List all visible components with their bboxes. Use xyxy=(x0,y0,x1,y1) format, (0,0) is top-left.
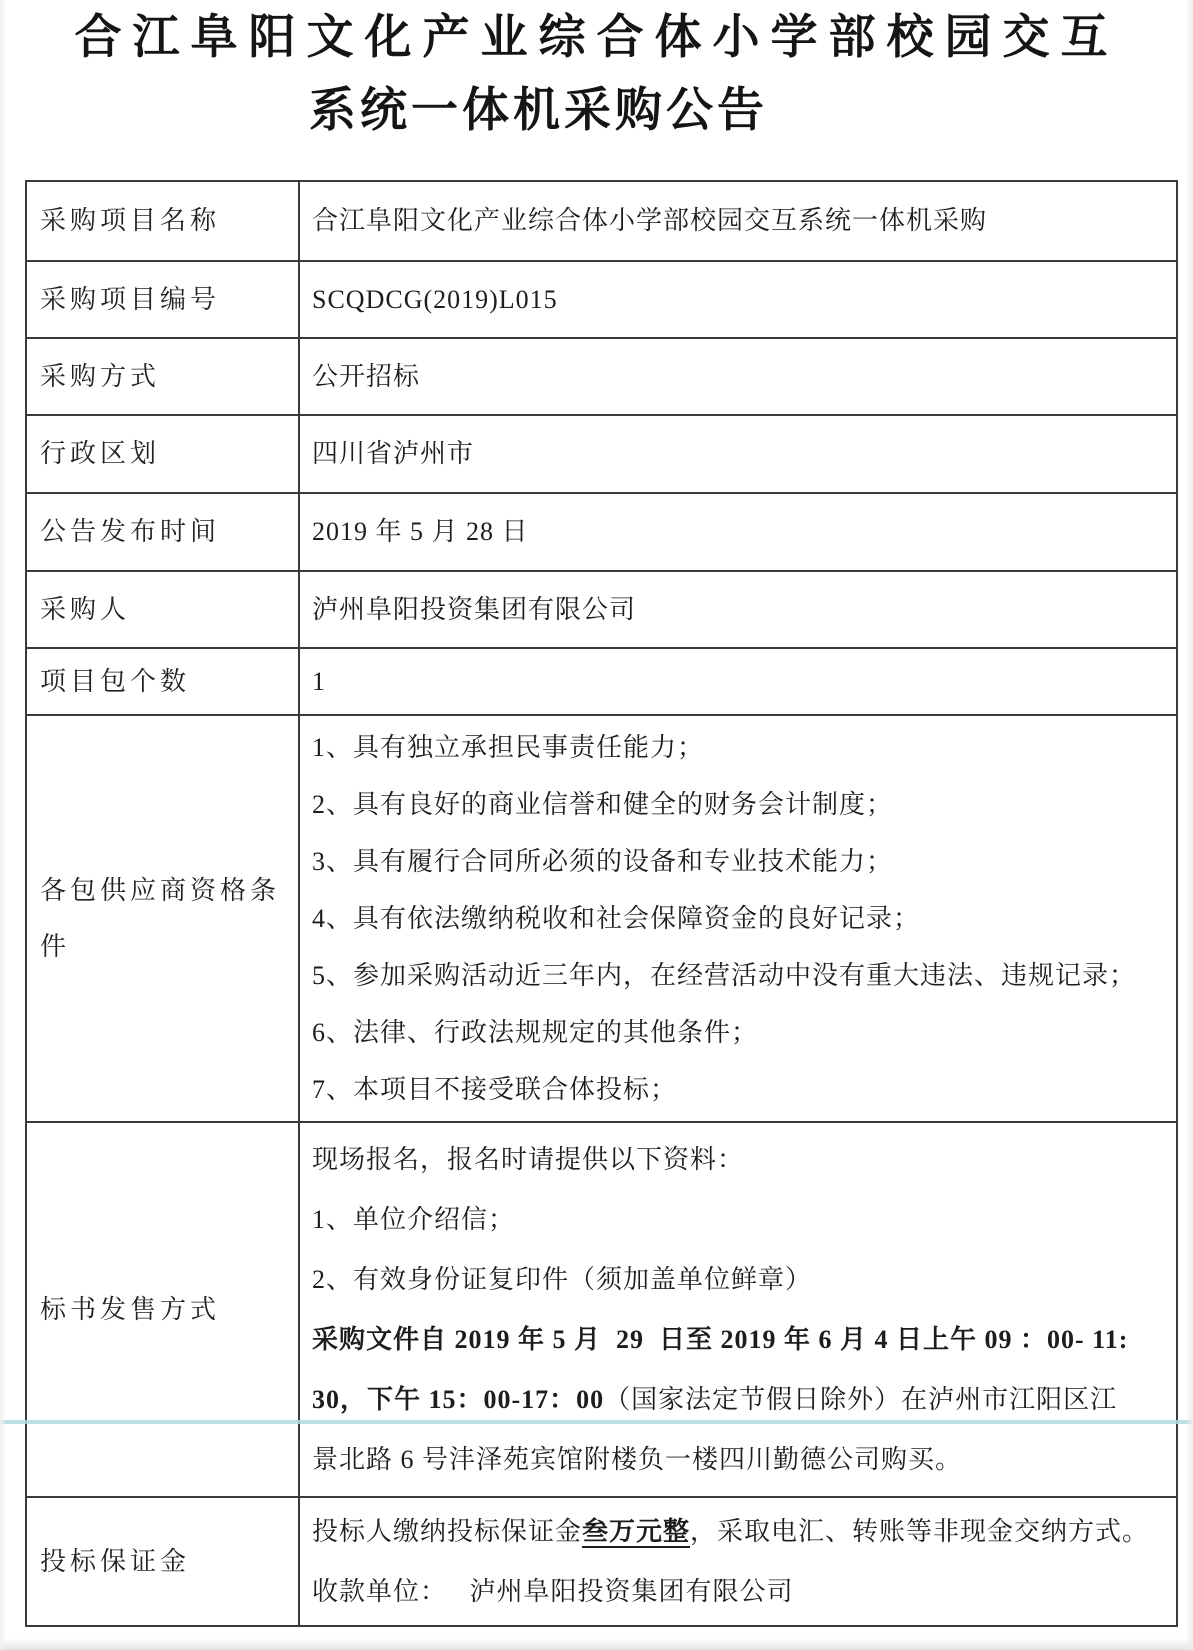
announcement-table xyxy=(25,180,1178,1627)
table-row xyxy=(27,414,1176,492)
text-line xyxy=(312,776,1162,833)
text-line xyxy=(312,1130,1162,1190)
row-value xyxy=(300,494,1176,570)
row-label: 标书发售方式 xyxy=(27,1123,300,1496)
text-segment: 泸州阜阳投资集团有限公司 xyxy=(312,594,637,624)
text-segment: SCQDCG(2019)L015 xyxy=(312,284,558,314)
text-line xyxy=(312,1310,1162,1370)
row-value xyxy=(300,649,1176,714)
document-title-line2: 系统一体机采购公告 xyxy=(309,85,768,137)
text-segment: ，采取电汇、转账等非现金交纳方式。 xyxy=(690,1516,1150,1546)
row-label: 行政区划 xyxy=(27,416,300,492)
document-title-line1: 合江阜阳文化产业综合体小学部校园交互 xyxy=(74,12,1119,64)
text-segment: 6、法律、行政法规规定的其他条件； xyxy=(312,1018,759,1047)
text-segment: 公开招标 xyxy=(312,361,421,391)
table-row xyxy=(27,1121,1176,1496)
table-row xyxy=(27,182,1176,260)
text-segment: 5、参加采购活动近三年内，在经营活动中没有重大违法、违规记录； xyxy=(312,961,1137,990)
text-segment: 7、本项目不接受联合体投标； xyxy=(312,1075,678,1104)
row-label: 公告发布时间 xyxy=(27,494,300,570)
text-segment: （国家法定节假日除外）在泸州市江阳区江 xyxy=(604,1384,1118,1414)
scan-right-edge xyxy=(1185,0,1193,1650)
row-label: 采购方式 xyxy=(27,339,300,414)
text-segment: 3、具有履行合同所必须的设备和专业技术能力； xyxy=(312,847,894,876)
text-segment: 30，下午 15：00-17：00 xyxy=(312,1384,605,1414)
text-line xyxy=(312,663,1162,701)
text-line xyxy=(312,358,1162,396)
row-value xyxy=(300,339,1176,414)
text-segment: 采购文件自 2019 年 5 月 29 日至 2019 年 6 月 4 日上午 09 ：00- 11: xyxy=(312,1324,1129,1354)
row-label: 项目包个数 xyxy=(27,649,300,714)
text-line xyxy=(312,719,1162,776)
text-segment: 合江阜阳文化产业综合体小学部校园交互系统一体机采购 xyxy=(312,206,988,235)
scan-left-edge xyxy=(0,0,6,1650)
text-segment: 景北路 6 号沣泽苑宾馆附楼负一楼四川勤德公司购买。 xyxy=(312,1444,963,1474)
text-line xyxy=(312,1502,1162,1562)
row-value xyxy=(300,416,1176,492)
text-segment: 2019 年 5 月 28 日 xyxy=(312,517,529,546)
table-row xyxy=(27,260,1176,337)
row-label: 采购项目编号 xyxy=(27,262,300,337)
text-line xyxy=(312,833,1162,890)
row-label: 投标保证金 xyxy=(27,1498,300,1625)
table-row xyxy=(27,647,1176,714)
text-line xyxy=(312,1004,1162,1061)
row-label: 采购人 xyxy=(27,572,300,647)
text-segment: 1、单位介绍信； xyxy=(312,1204,516,1234)
text-line xyxy=(312,1190,1162,1250)
text-line xyxy=(312,202,1162,240)
text-line xyxy=(312,1250,1162,1310)
text-line xyxy=(312,1061,1162,1118)
table-row xyxy=(27,570,1176,647)
table-row xyxy=(27,714,1176,1121)
text-segment: 2、具有良好的商业信誉和健全的财务会计制度； xyxy=(312,790,894,819)
text-segment: 4、具有依法缴纳税收和社会保障资金的良好记录； xyxy=(312,904,921,933)
text-segment: 叁万元整 xyxy=(582,1516,691,1546)
row-value xyxy=(300,716,1176,1121)
row-value xyxy=(300,1498,1176,1625)
text-line xyxy=(312,1562,1162,1622)
text-segment: 四川省泸州市 xyxy=(312,439,475,468)
text-segment: 2、有效身份证复印件（须加盖单位鲜章） xyxy=(312,1264,813,1294)
text-line xyxy=(312,513,1162,551)
document-title xyxy=(0,2,1193,148)
text-line xyxy=(312,1370,1162,1430)
scan-bottom-edge xyxy=(0,1638,1193,1650)
row-label: 采购项目名称 xyxy=(27,182,300,260)
text-segment: 1 xyxy=(312,666,326,696)
text-line xyxy=(312,281,1162,319)
row-value xyxy=(300,572,1176,647)
text-segment: 现场报名，报名时请提供以下资料： xyxy=(312,1144,745,1174)
text-segment: 1、具有独立承担民事责任能力； xyxy=(312,733,705,762)
text-line xyxy=(312,1430,1162,1490)
row-label: 各包供应商资格条件 xyxy=(27,716,300,1121)
row-value xyxy=(300,262,1176,337)
text-line xyxy=(312,591,1162,629)
text-segment: 投标人缴纳投标保证金 xyxy=(312,1516,583,1546)
table-row xyxy=(27,492,1176,570)
table-row xyxy=(27,1496,1176,1625)
text-line xyxy=(312,435,1162,473)
text-line xyxy=(312,890,1162,947)
text-segment: 收款单位： 泸州阜阳投资集团有限公司 xyxy=(312,1576,794,1606)
row-value xyxy=(300,1123,1176,1496)
table-row xyxy=(27,337,1176,414)
text-line xyxy=(312,947,1162,1004)
row-value xyxy=(300,182,1176,260)
